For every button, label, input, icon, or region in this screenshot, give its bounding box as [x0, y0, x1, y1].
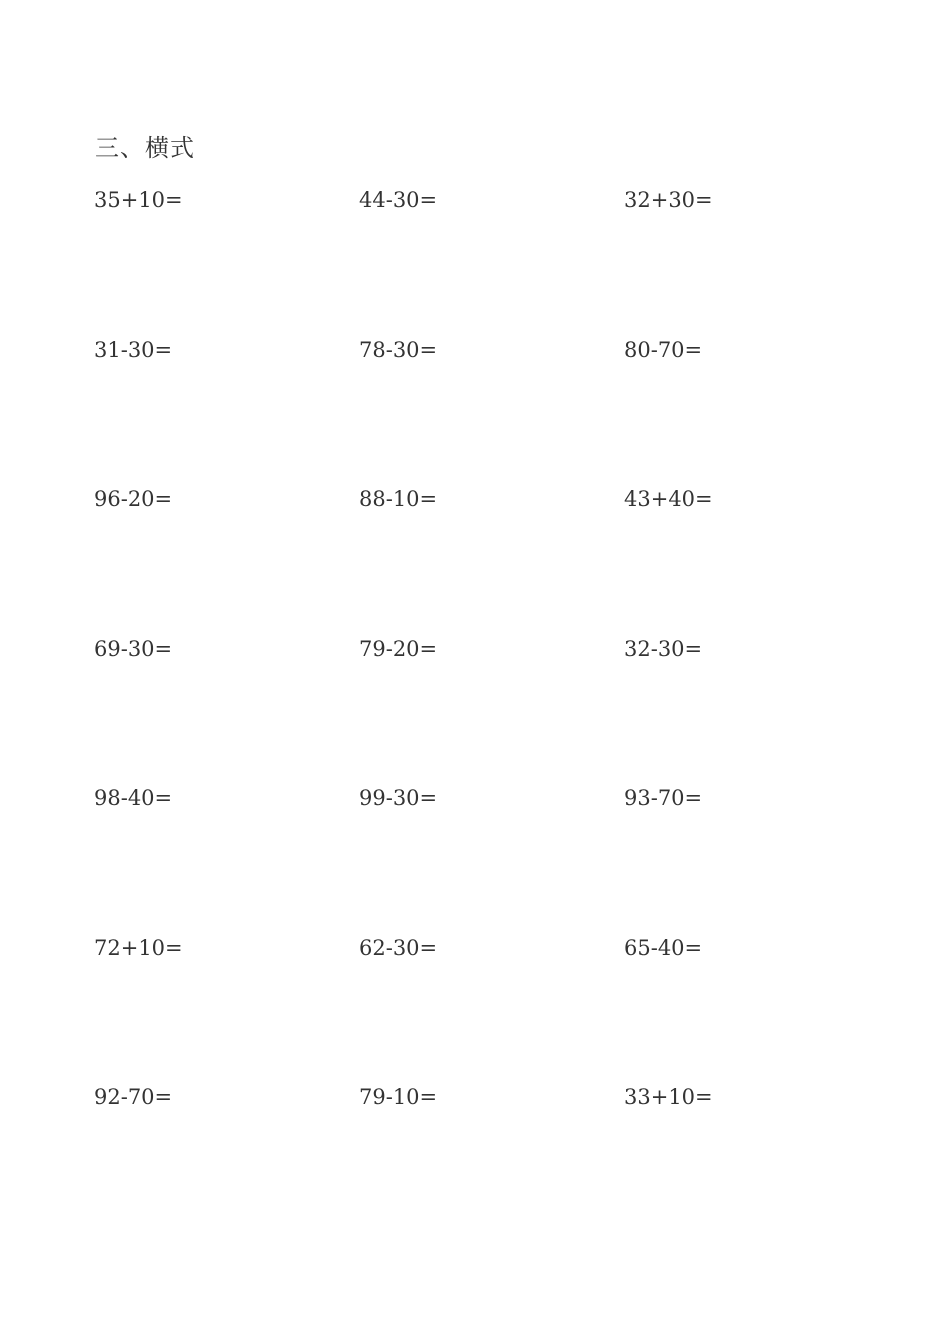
problem-r1-c3: 32+30=	[624, 188, 713, 212]
problem-r3-c2: 88-10=	[359, 487, 438, 511]
problem-r2-c2: 78-30=	[359, 337, 438, 362]
problem-r7-c2: 79-10=	[359, 1085, 438, 1109]
problem-r3-c1: 96-20=	[94, 487, 173, 511]
problem-r4-c1: 69-30=	[94, 636, 173, 661]
problem-r4-c3: 32-30=	[624, 636, 703, 661]
problem-r2-c3: 80-70=	[624, 337, 703, 362]
problem-r6-c2: 62-30=	[359, 935, 438, 960]
arithmetic-problem-grid	[94, 184, 894, 1231]
problem-r2-c1: 31-30=	[94, 337, 173, 362]
problem-r1-c2: 44-30=	[359, 188, 438, 212]
problem-r5-c2: 99-30=	[359, 786, 438, 810]
problem-r7-c1: 92-70=	[94, 1085, 173, 1109]
problem-r6-c1: 72+10=	[94, 935, 183, 960]
problem-r3-c3: 43+40=	[624, 487, 713, 511]
problem-r4-c2: 79-20=	[359, 636, 438, 661]
problem-r6-c3: 65-40=	[624, 935, 703, 960]
problem-r7-c3: 33+10=	[624, 1085, 713, 1109]
section-title: 三、横式	[95, 134, 195, 162]
problem-r5-c1: 98-40=	[94, 786, 173, 810]
problem-r1-c1: 35+10=	[94, 188, 183, 212]
problem-r5-c3: 93-70=	[624, 786, 703, 810]
